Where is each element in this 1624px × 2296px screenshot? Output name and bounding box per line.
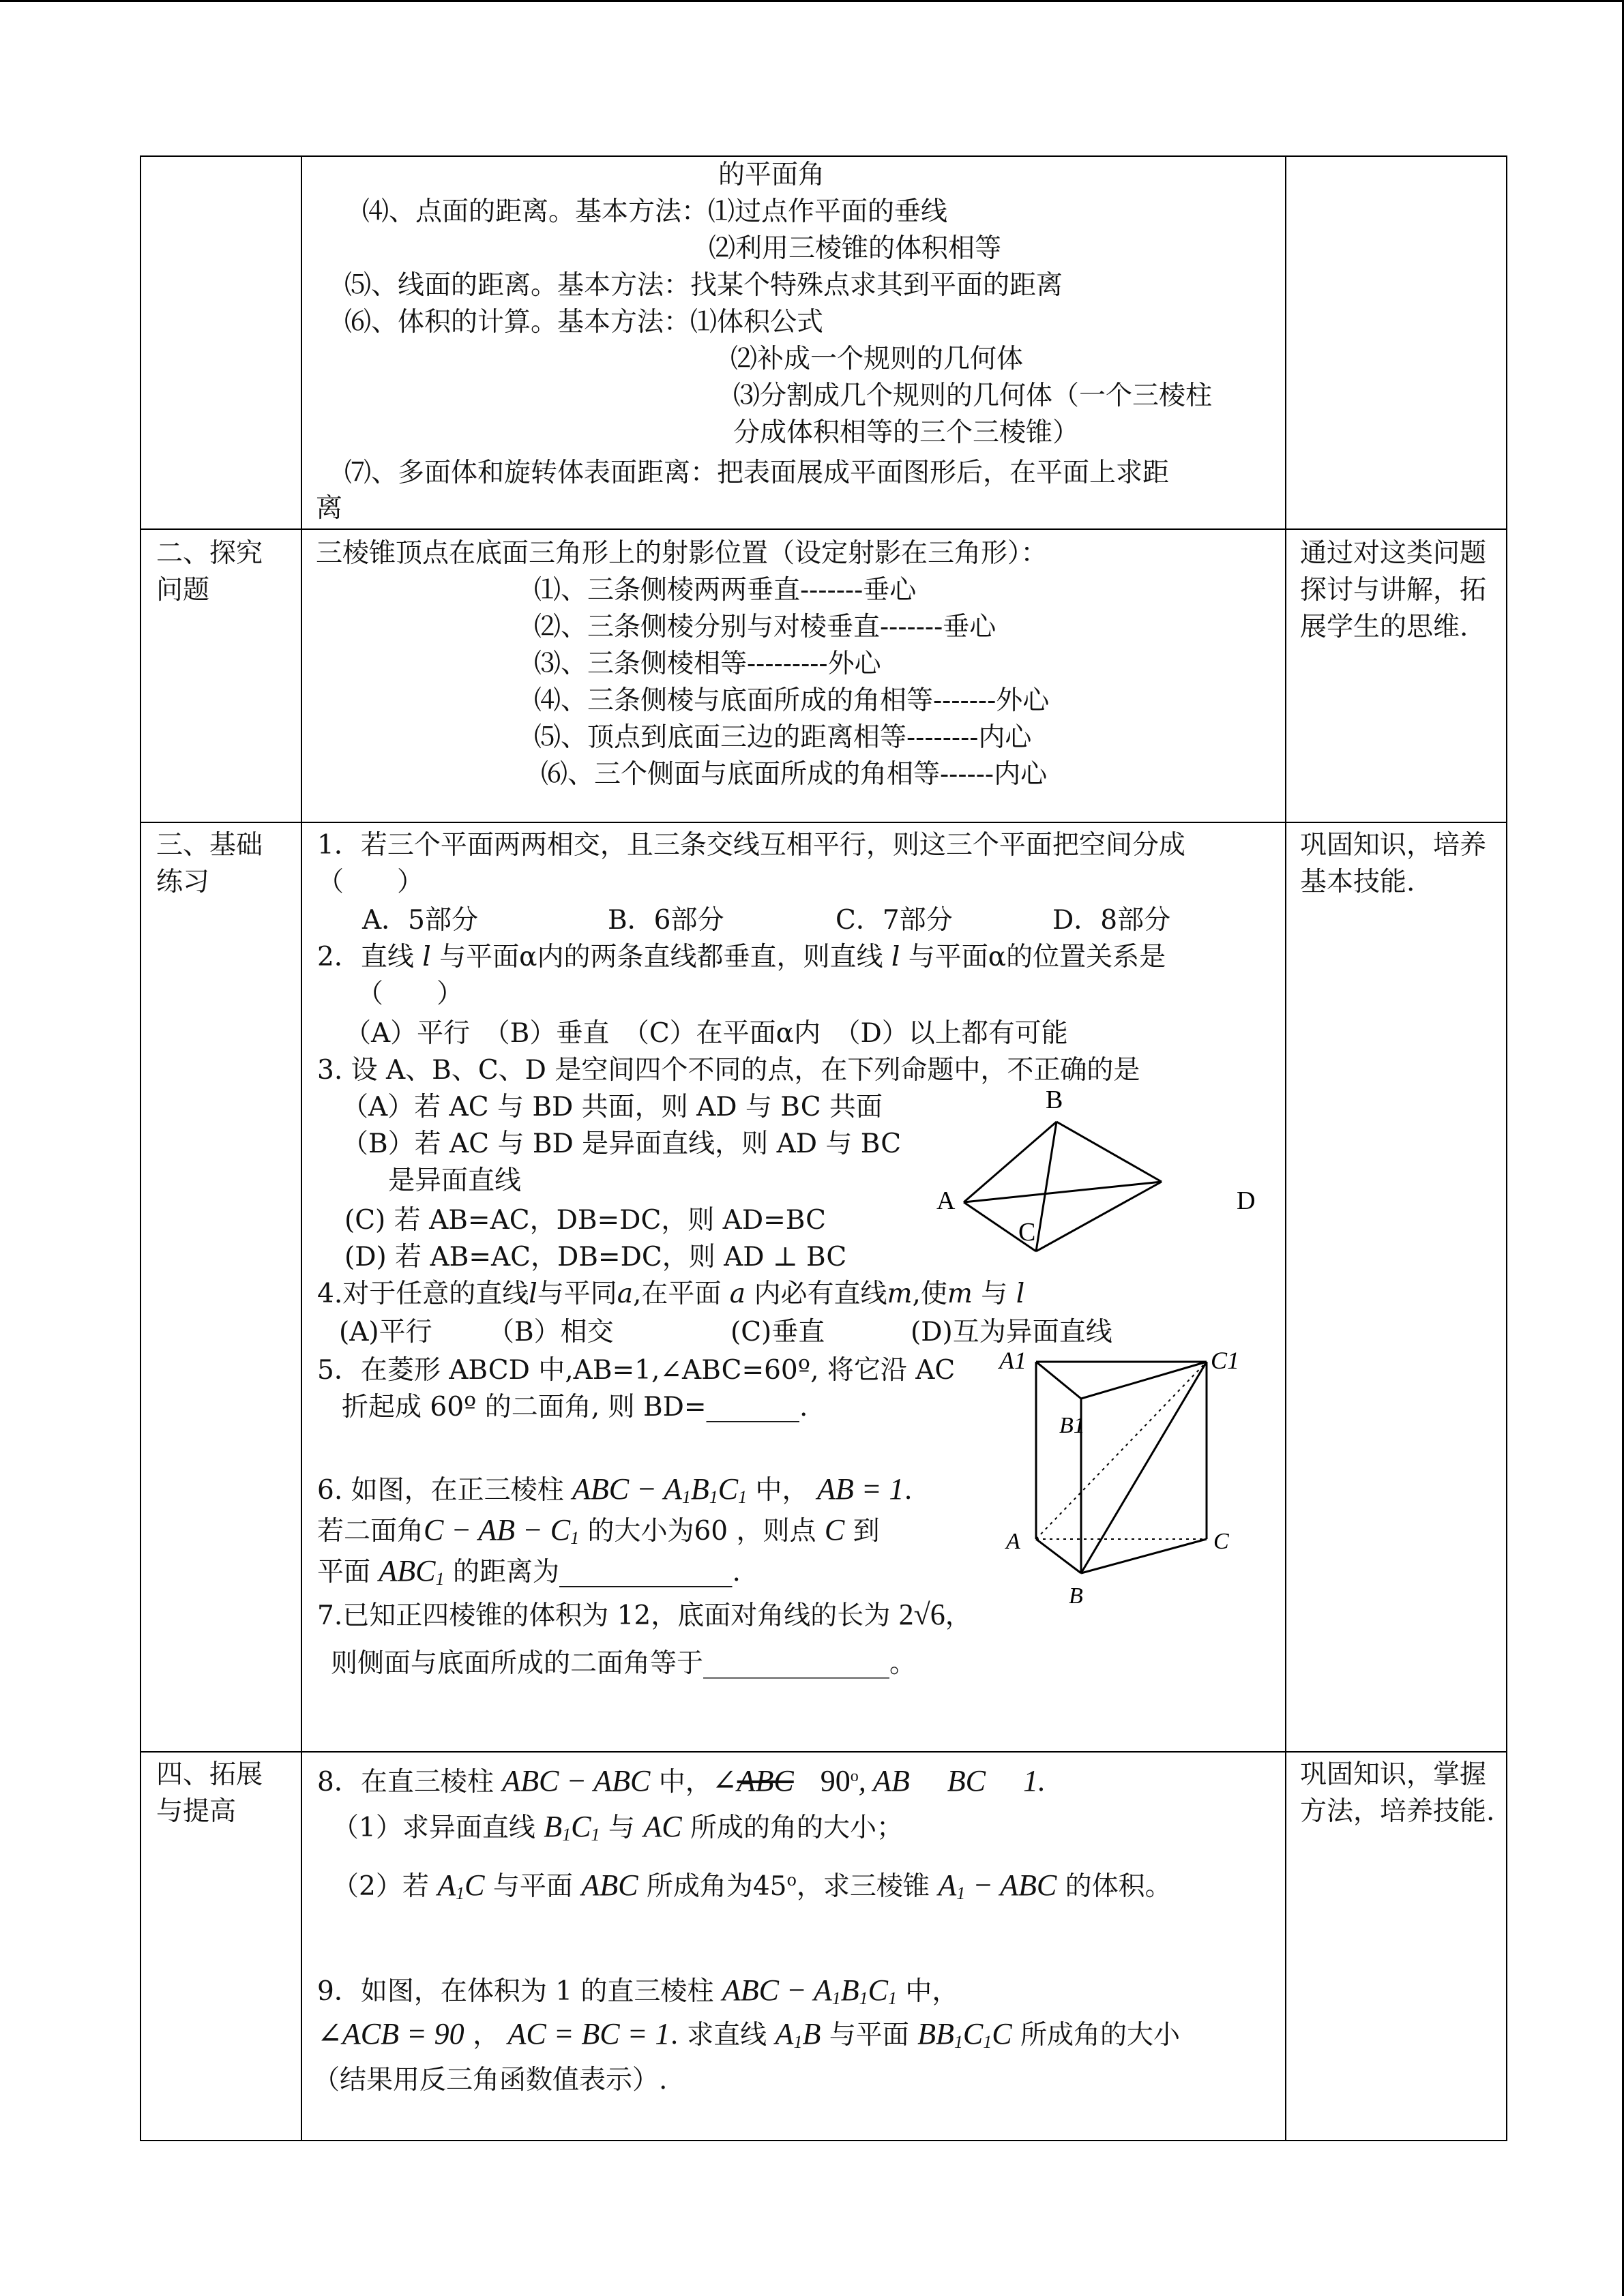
vertex-label: A1 <box>999 1347 1027 1374</box>
edge-ab <box>964 1122 1057 1202</box>
row2-note-cell <box>1286 529 1507 822</box>
prism-figure <box>991 1341 1250 1614</box>
option-a: A．5部分 <box>362 905 478 936</box>
question-9: 9．如图，在体积为 1 的直三棱柱 ABC − $A_1B_1C_1$ 中， <box>317 1973 959 2008</box>
row2-label-cell <box>141 529 301 822</box>
text-line: ⑷、点面的距离。基本方法：⑴过点作平面的垂线 <box>362 196 948 227</box>
teaching-note: 通过对这类问题探讨与讲解，拓展学生的思维. <box>1300 538 1487 642</box>
text-line: ⑶分割成几个规则的几何体（一个三棱柱 <box>733 381 1213 411</box>
question-1: 1．若三个平面两两相交，且三条交线互相平行，则这三个平面把空间分成 <box>317 830 1185 861</box>
question-3: 3. 设 A、B、C、D 是空间四个不同的点，在下列命题中，不正确的是 <box>317 1055 1140 1086</box>
row3-label-cell <box>141 822 301 1752</box>
question-7-cont: 则侧面与底面所成的二面角等于______________。 <box>331 1648 917 1679</box>
row4-label-cell <box>141 1752 301 2141</box>
text-line: ⑸、线面的距离。基本方法：找某个特殊点求其到平面的距离 <box>344 270 1063 301</box>
vertex-label: C <box>1213 1529 1229 1554</box>
edge <box>1081 1539 1207 1573</box>
question-7: 7.已知正四棱锥的体积为 12，底面对角线的长为 2√6， <box>317 1598 972 1631</box>
vertex-label: C1 <box>1211 1347 1240 1374</box>
row3-content-cell <box>301 822 1286 1752</box>
vertex-label: C <box>1018 1218 1036 1247</box>
lesson-table <box>140 155 1507 2141</box>
vertex-label: A <box>936 1187 956 1215</box>
vertex-label: D <box>1237 1187 1256 1215</box>
section-label: 三、基础 <box>156 830 263 861</box>
question-8-part-1: （1）求异面直线 $B_1C_1$ 与 AC 所成的角的大小； <box>332 1810 903 1845</box>
list-item: ⑹、三个侧面与底面所成的角相等------内心 <box>541 759 1048 790</box>
vertex-label: A <box>1006 1529 1020 1554</box>
row1-content-cell <box>301 156 1286 529</box>
question-9-cont: （结果用反三角函数值表示）. <box>313 2065 668 2096</box>
question-5: 5．在菱形 ABCD 中,AB=1,∠ABC=60º, 将它沿 AC <box>317 1355 956 1386</box>
section-label: 练习 <box>156 867 210 897</box>
teaching-note: 巩固知识，掌握方法，培养技能. <box>1300 1759 1495 1827</box>
option-a: （A）若 AC 与 BD 共面，则 AD 与 BC 共面 <box>342 1092 883 1122</box>
question-5-cont: 折起成 60º 的二面角, 则 BD=_______. <box>342 1392 808 1422</box>
row1-note-cell <box>1286 156 1507 529</box>
tetrahedron-figure <box>936 1082 1257 1266</box>
table-row <box>141 1752 1507 2141</box>
edge-bd <box>1057 1122 1162 1182</box>
section-label: 与提高 <box>156 1796 237 1827</box>
edge-bc <box>1036 1122 1057 1251</box>
section-label: 问题 <box>156 575 210 606</box>
section-label: 四、拓展 <box>156 1759 263 1790</box>
text-line: ⑹、体积的计算。基本方法：⑴体积公式 <box>344 307 824 338</box>
option-c: (C)垂直 <box>730 1317 825 1347</box>
question-4: 4.对于任意的直线l与平同a,在平面 a 内必有直线m,使m 与 l <box>317 1279 1025 1309</box>
list-item: ⑷、三条侧棱与底面所成的角相等-------外心 <box>534 685 1050 716</box>
option-d: (D) 若 AB=AC，DB=DC，则 AD ⊥ BC <box>344 1242 847 1272</box>
option-b: （B）若 AC 与 BD 是异面直线，则 AD 与 BC <box>342 1129 902 1159</box>
text-line: 三棱锥顶点在底面三角形上的射影位置（设定射影在三角形）： <box>316 538 1048 569</box>
question-2: 2．直线 l 与平面α内的两条直线都垂直，则直线 l 与平面α的位置关系是 <box>317 942 1166 972</box>
edge <box>1036 1362 1081 1399</box>
question-8: 8．在直三棱柱 ABC − ABC 中，∠ABC 90$^o$, AB BC 1. <box>317 1764 1046 1798</box>
section-label: 二、探究 <box>156 538 263 569</box>
list-item: ⑵、三条侧棱分别与对棱垂直-------垂心 <box>534 612 996 642</box>
option-b: B．6部分 <box>608 905 724 936</box>
list-item: ⑴、三条侧棱两两垂直-------垂心 <box>534 575 917 606</box>
option-c: C．7部分 <box>836 905 953 936</box>
hidden-edge <box>1036 1362 1207 1539</box>
row4-note-cell <box>1286 1752 1507 2141</box>
text-line: 分成体积相等的三个三棱锥） <box>733 417 1080 448</box>
page-top-border <box>0 0 1624 2</box>
vertex-label: B <box>1069 1583 1083 1609</box>
option-d: D．8部分 <box>1052 905 1171 936</box>
text-line: ⑵补成一个规则的几何体 <box>730 344 1024 374</box>
text-line: ⑵利用三棱锥的体积相等 <box>709 233 1002 264</box>
table-row <box>141 822 1507 1752</box>
answer-blank: （ ） <box>317 867 424 897</box>
option-a: (A)平行 <box>339 1317 432 1347</box>
row4-content-cell <box>301 1752 1286 2141</box>
question-2-options: （A）平行 （B）垂直 （C）在平面α内 （D）以上都有可能 <box>344 1018 1068 1049</box>
table-row <box>141 156 1507 529</box>
question-8-part-2: （2）若 $A_1C$ 与平面 ABC 所成角为45$^o$，求三棱锥 $A_1$ − ABC 的体积。 <box>332 1868 1172 1903</box>
answer-blank: （ ） <box>357 979 464 1009</box>
list-item: ⑸、顶点到底面三边的距离相等--------内心 <box>534 722 1032 753</box>
vertex-label: B1 <box>1059 1413 1085 1438</box>
table-row <box>141 529 1507 822</box>
option-d: (D)互为异面直线 <box>911 1317 1112 1347</box>
vertex-label: B <box>1046 1086 1063 1114</box>
row1-label-cell <box>141 156 301 529</box>
option-c: (C) 若 AB=AC，DB=DC，则 AD=BC <box>344 1205 827 1236</box>
question-6-cont: 平面 $ABC_1$ 的距离为_____________. <box>317 1554 741 1589</box>
text-line: ⑺、多面体和旋转体表面距离：把表面展成平面图形后，在平面上求距 <box>344 458 1170 488</box>
text-line: 的平面角 <box>718 160 825 190</box>
teaching-note: 巩固知识，培养基本技能. <box>1300 830 1487 897</box>
edge <box>1036 1539 1081 1573</box>
option-b-cont: 是异面直线 <box>388 1165 522 1196</box>
question-6: 6. 如图，在正三棱柱 ABC − $A_1B_1C_1$ 中， AB = 1. <box>317 1472 913 1507</box>
row2-content-cell <box>301 529 1286 822</box>
text-line: 离 <box>316 493 343 524</box>
question-6-cont: 若二面角C − AB − $C_1$ 的大小为60 ，则点 C 到 <box>317 1513 880 1548</box>
row3-note-cell <box>1286 822 1507 1752</box>
option-b: （B）相交 <box>488 1317 614 1347</box>
list-item: ⑶、三条侧棱相等---------外心 <box>534 648 881 679</box>
question-9-cont: ∠ACB = 90 ， AC = BC = 1. 求直线 $A_1B$ 与平面 $BB_1C_1C$ 所成角的大小 <box>317 2017 1181 2052</box>
